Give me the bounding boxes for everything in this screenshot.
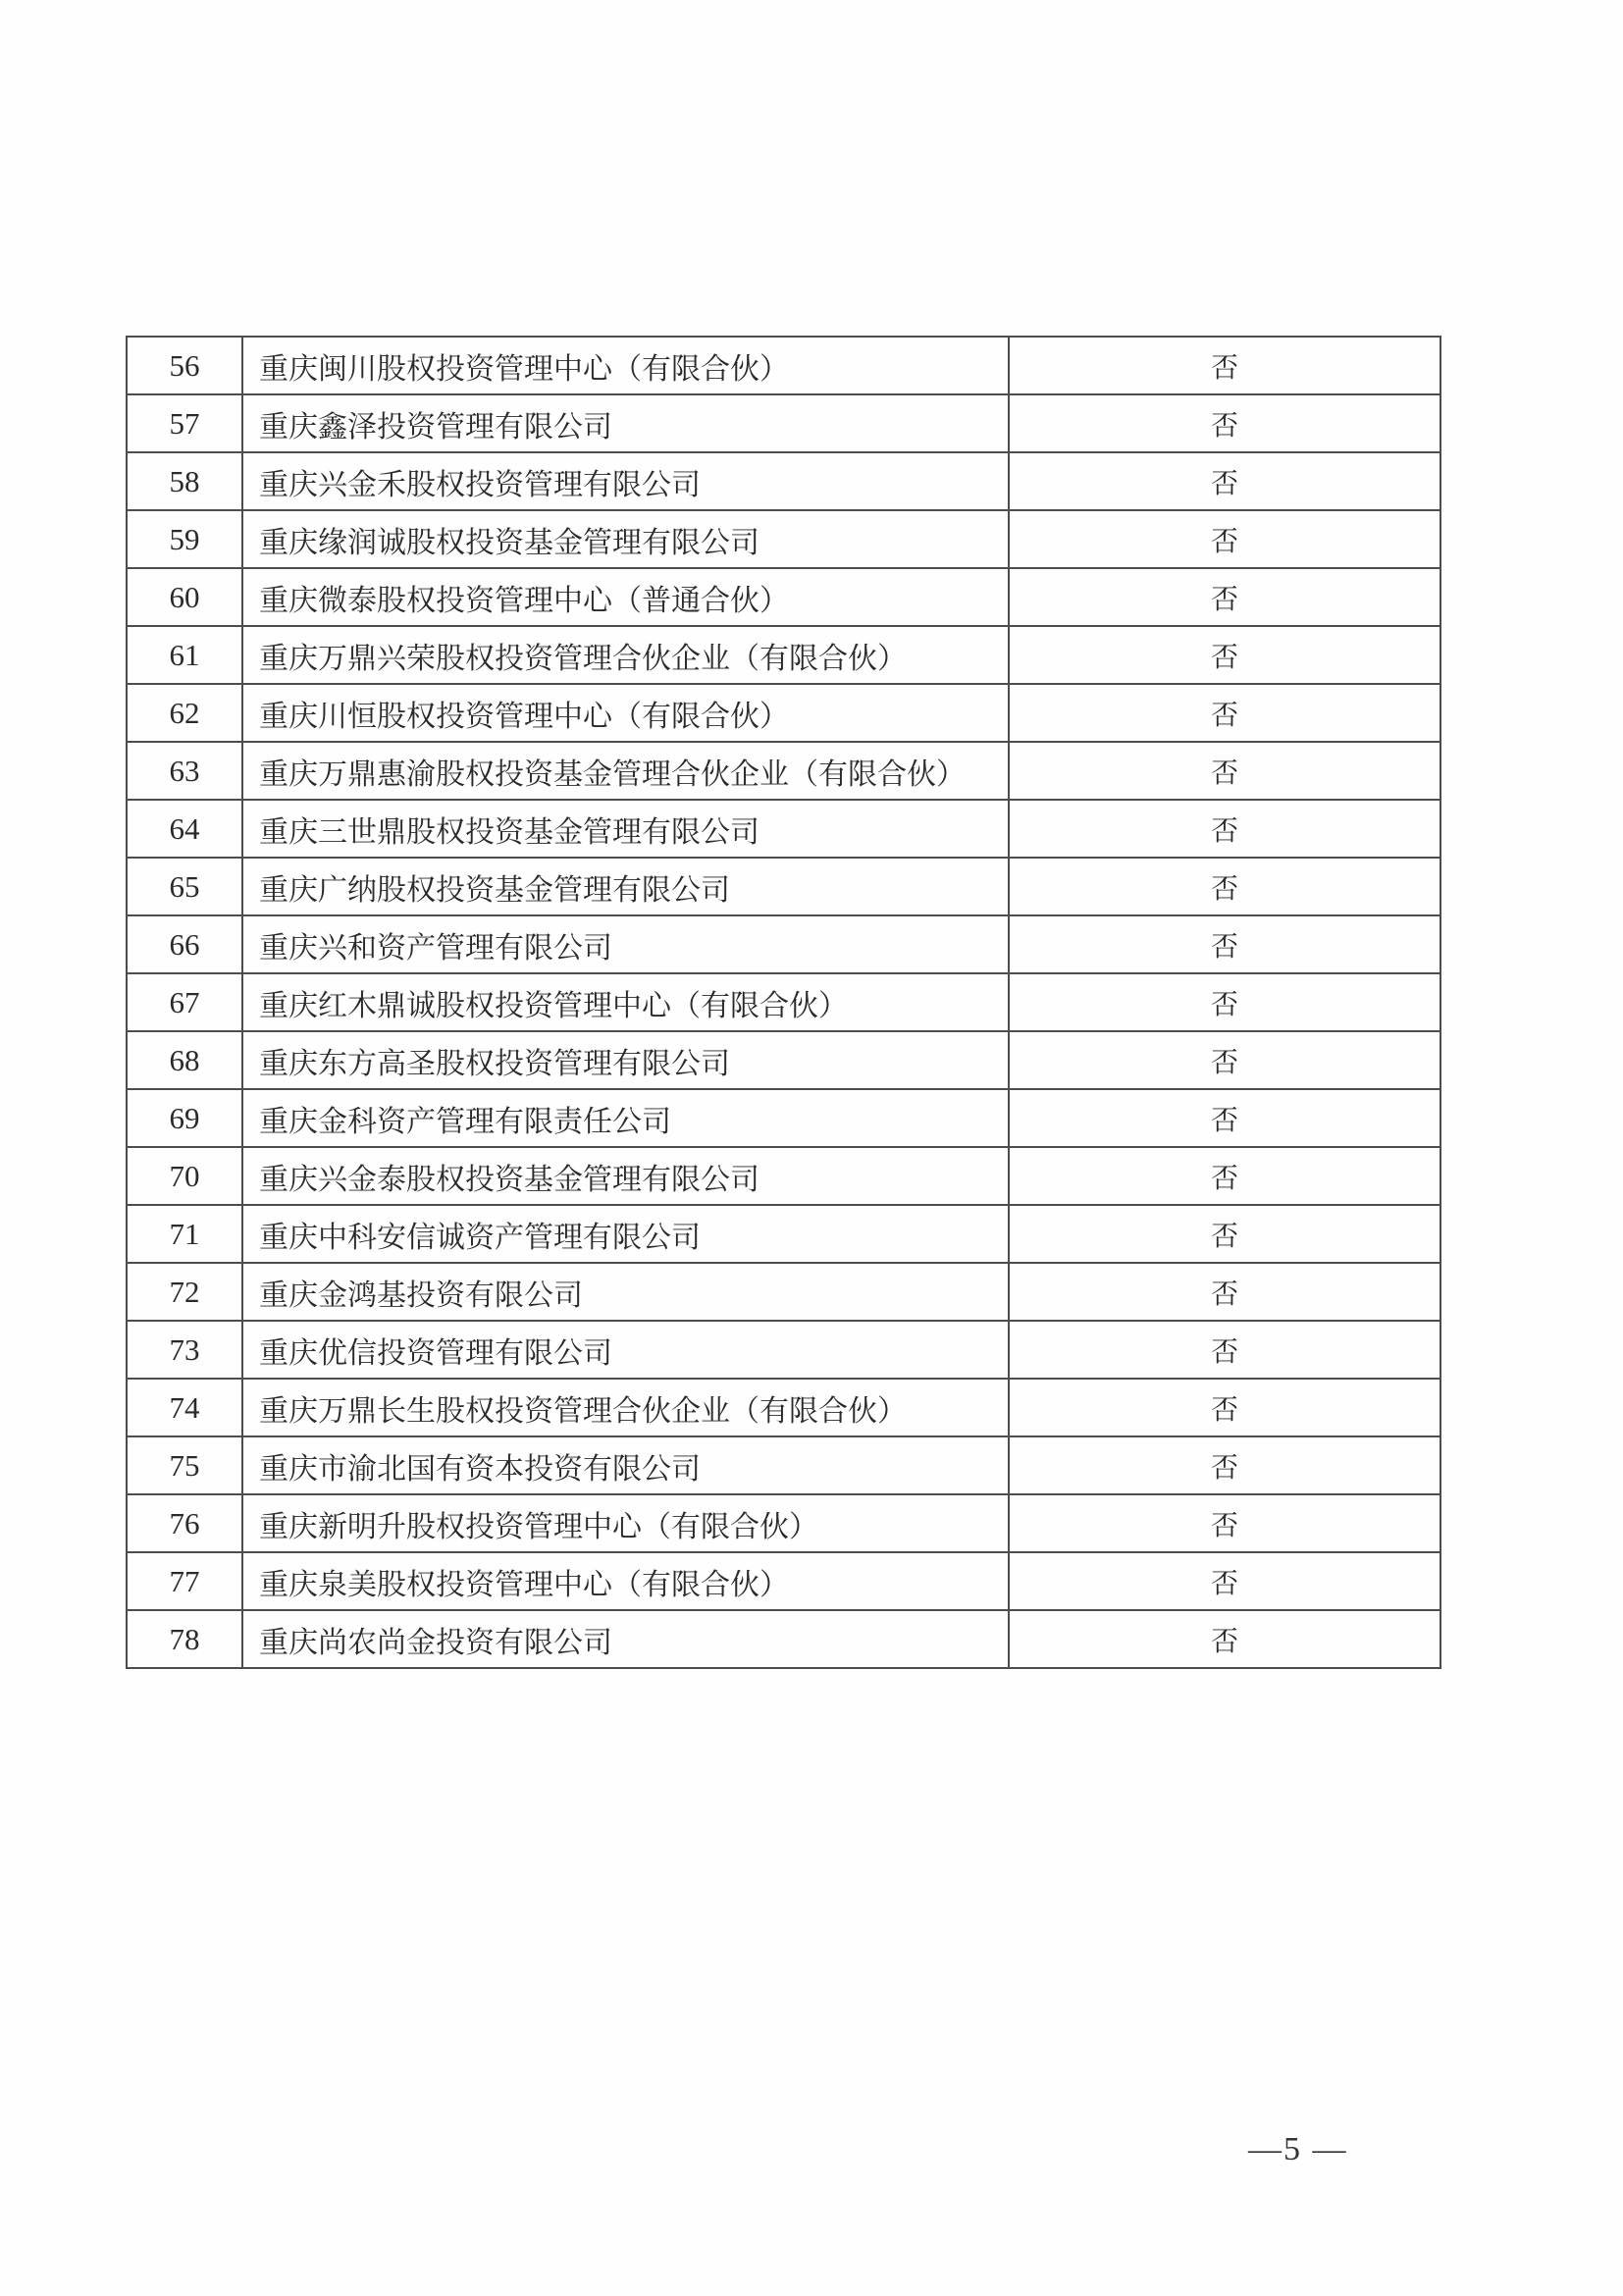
table-row: [127, 626, 1440, 684]
company-name-cell: 重庆兴金泰股权投资基金管理有限公司: [242, 1147, 1009, 1205]
company-table: [126, 336, 1441, 1669]
row-number-cell: 70: [127, 1147, 242, 1205]
table-row: [127, 1031, 1440, 1089]
row-number-cell: 65: [127, 858, 242, 915]
row-number-cell: 56: [127, 337, 242, 394]
answer-cell: 否: [1009, 337, 1440, 394]
table-row: [127, 800, 1440, 858]
row-number-cell: 60: [127, 568, 242, 626]
answer-cell: 否: [1009, 858, 1440, 915]
answer-cell: 否: [1009, 510, 1440, 568]
company-name-cell: 重庆川恒股权投资管理中心（有限合伙）: [242, 684, 1009, 742]
table-row: [127, 915, 1440, 973]
answer-cell: 否: [1009, 742, 1440, 800]
answer-cell: 否: [1009, 1436, 1440, 1494]
company-name-cell: 重庆闽川股权投资管理中心（有限合伙）: [242, 337, 1009, 394]
table-row: [127, 1610, 1440, 1668]
table-row: [127, 742, 1440, 800]
row-number-cell: 77: [127, 1552, 242, 1610]
row-number-cell: 61: [127, 626, 242, 684]
company-name-cell: 重庆中科安信诚资产管理有限公司: [242, 1205, 1009, 1263]
row-number-cell: 72: [127, 1263, 242, 1321]
answer-cell: 否: [1009, 1089, 1440, 1147]
answer-cell: 否: [1009, 684, 1440, 742]
table-row: [127, 1321, 1440, 1379]
company-name-cell: 重庆红木鼎诚股权投资管理中心（有限合伙）: [242, 973, 1009, 1031]
company-table-body: [127, 337, 1440, 1668]
answer-cell: 否: [1009, 973, 1440, 1031]
answer-cell: 否: [1009, 394, 1440, 452]
row-number-cell: 62: [127, 684, 242, 742]
answer-cell: 否: [1009, 1205, 1440, 1263]
table-row: [127, 1263, 1440, 1321]
answer-cell: 否: [1009, 568, 1440, 626]
table-row: [127, 858, 1440, 915]
company-name-cell: 重庆万鼎长生股权投资管理合伙企业（有限合伙）: [242, 1379, 1009, 1436]
row-number-cell: 76: [127, 1494, 242, 1552]
row-number-cell: 74: [127, 1379, 242, 1436]
answer-cell: 否: [1009, 1147, 1440, 1205]
row-number-cell: 69: [127, 1089, 242, 1147]
company-name-cell: 重庆兴和资产管理有限公司: [242, 915, 1009, 973]
row-number-cell: 57: [127, 394, 242, 452]
row-number-cell: 63: [127, 742, 242, 800]
answer-cell: 否: [1009, 800, 1440, 858]
company-name-cell: 重庆兴金禾股权投资管理有限公司: [242, 452, 1009, 510]
answer-cell: 否: [1009, 1321, 1440, 1379]
company-name-cell: 重庆鑫泽投资管理有限公司: [242, 394, 1009, 452]
row-number-cell: 59: [127, 510, 242, 568]
company-name-cell: 重庆微泰股权投资管理中心（普通合伙）: [242, 568, 1009, 626]
answer-cell: 否: [1009, 1263, 1440, 1321]
table-row: [127, 337, 1440, 394]
company-name-cell: 重庆金科资产管理有限责任公司: [242, 1089, 1009, 1147]
answer-cell: 否: [1009, 1610, 1440, 1668]
answer-cell: 否: [1009, 915, 1440, 973]
company-name-cell: 重庆优信投资管理有限公司: [242, 1321, 1009, 1379]
table-row: [127, 1494, 1440, 1552]
row-number-cell: 73: [127, 1321, 242, 1379]
company-name-cell: 重庆东方高圣股权投资管理有限公司: [242, 1031, 1009, 1089]
company-name-cell: 重庆万鼎惠渝股权投资基金管理合伙企业（有限合伙）: [242, 742, 1009, 800]
answer-cell: 否: [1009, 1552, 1440, 1610]
company-name-cell: 重庆万鼎兴荣股权投资管理合伙企业（有限合伙）: [242, 626, 1009, 684]
table-row: [127, 568, 1440, 626]
answer-cell: 否: [1009, 1494, 1440, 1552]
row-number-cell: 78: [127, 1610, 242, 1668]
table-row: [127, 1089, 1440, 1147]
table-row: [127, 1379, 1440, 1436]
answer-cell: 否: [1009, 1031, 1440, 1089]
company-name-cell: 重庆市渝北国有资本投资有限公司: [242, 1436, 1009, 1494]
table-row: [127, 394, 1440, 452]
table-row: [127, 1147, 1440, 1205]
company-name-cell: 重庆尚农尚金投资有限公司: [242, 1610, 1009, 1668]
table-row: [127, 510, 1440, 568]
company-name-cell: 重庆三世鼎股权投资基金管理有限公司: [242, 800, 1009, 858]
row-number-cell: 67: [127, 973, 242, 1031]
company-name-cell: 重庆广纳股权投资基金管理有限公司: [242, 858, 1009, 915]
row-number-cell: 64: [127, 800, 242, 858]
answer-cell: 否: [1009, 452, 1440, 510]
row-number-cell: 58: [127, 452, 242, 510]
answer-cell: 否: [1009, 626, 1440, 684]
company-name-cell: 重庆泉美股权投资管理中心（有限合伙）: [242, 1552, 1009, 1610]
table-row: [127, 684, 1440, 742]
company-name-cell: 重庆新明升股权投资管理中心（有限合伙）: [242, 1494, 1009, 1552]
row-number-cell: 68: [127, 1031, 242, 1089]
page-number: —5 —: [1248, 2131, 1348, 2167]
table-row: [127, 973, 1440, 1031]
company-name-cell: 重庆缘润诚股权投资基金管理有限公司: [242, 510, 1009, 568]
table-row: [127, 1552, 1440, 1610]
table-row: [127, 452, 1440, 510]
row-number-cell: 75: [127, 1436, 242, 1494]
company-name-cell: 重庆金鸿基投资有限公司: [242, 1263, 1009, 1321]
row-number-cell: 66: [127, 915, 242, 973]
answer-cell: 否: [1009, 1379, 1440, 1436]
table-row: [127, 1205, 1440, 1263]
table-row: [127, 1436, 1440, 1494]
row-number-cell: 71: [127, 1205, 242, 1263]
